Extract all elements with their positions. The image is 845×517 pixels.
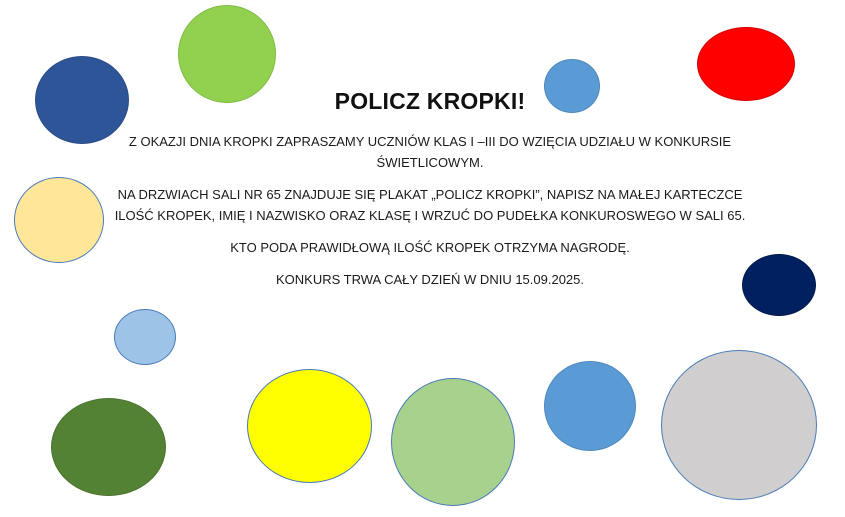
paragraph-instructions: NA DRZWIACH SALI NR 65 ZNAJDUJE SIĘ PLAKAT „POLICZ KROPKI”, NAPISZ NA MAŁEJ KARTECZCE ILOŚĆ KROPEK, IMIĘ I NAZWISKO ORAZ KLASĘ I WRZUĆ DO PUDEŁKA KONKUROSWEGO W SALI 65.	[114, 187, 746, 223]
dot-sage-green	[391, 378, 515, 506]
dot-pale-blue	[114, 309, 176, 365]
poster-content	[110, 88, 750, 301]
dot-yellow	[247, 369, 372, 483]
dot-grey	[661, 350, 817, 500]
paragraph-prize: KTO PODA PRAWIDŁOWĄ ILOŚĆ KROPEK OTRZYMA NAGRODĘ.	[230, 240, 630, 255]
dot-pale-yellow	[14, 177, 104, 263]
dot-dark-green	[51, 398, 166, 496]
poster-title: POLICZ KROPKI!	[334, 88, 526, 114]
paragraph-date: KONKURS TRWA CAŁY DZIEŃ W DNIU 15.09.2025.	[275, 272, 584, 287]
dot-navy	[742, 254, 816, 316]
paragraph-invitation: Z OKAZJI DNIA KROPKI ZAPRASZAMY UCZNIÓW KLAS I –III DO WZIĘCIA UDZIAŁU W KONKURSIE ŚWIETLICOWYM.	[128, 134, 732, 170]
dot-blue	[544, 361, 636, 451]
